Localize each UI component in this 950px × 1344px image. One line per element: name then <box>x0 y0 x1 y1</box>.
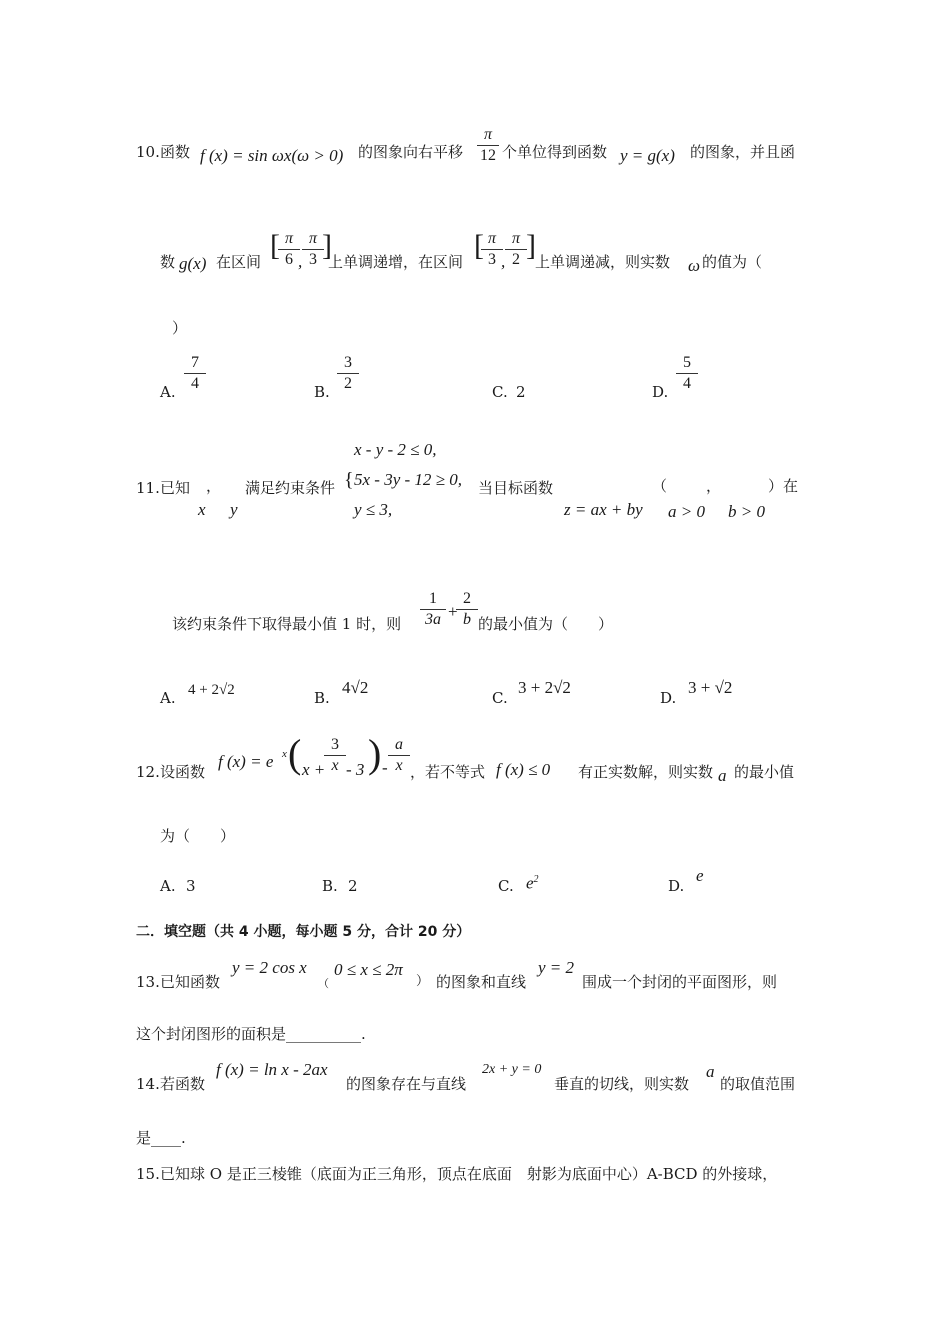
q12-option-d-label: D. <box>668 877 685 895</box>
q11-text-2: 满足约束条件 <box>245 479 336 497</box>
q10-interval2-end: $\frac{\pi}{2}$ <box>505 230 527 269</box>
q12-option-a: 3 <box>186 877 196 895</box>
q14-text-5: 是____. <box>136 1129 186 1147</box>
q12-inequality: f (x) ≤ 0 <box>496 760 551 779</box>
q12-minus-3: - 3 <box>346 760 365 779</box>
q10-text-4: 的图象，并且函 <box>690 143 796 161</box>
q11-option-b: 4√2 <box>342 678 369 697</box>
q11-a-positive: a > 0 <box>668 502 705 521</box>
q14-text-1: 若函数 <box>160 1075 206 1093</box>
q12-option-b: 2 <box>348 877 358 895</box>
q11-b-positive: b > 0 <box>728 502 765 521</box>
q11-brace: { <box>344 469 354 491</box>
q11-fraction-2: $\frac{2}{b}$ <box>456 590 478 629</box>
q10-text-7: 上单调递增，在区间 <box>328 253 464 271</box>
q11-var-x: x <box>198 500 206 519</box>
q10-bracket2-left: [ <box>474 229 484 262</box>
q11-constraint-2: 5x - 3y - 12 ≥ 0, <box>354 470 462 489</box>
q15-text: 已知球 O 是正三棱锥（底面为正三角形，顶点在底面 射影为底面中心）A-BCD 的外接球， <box>160 1165 778 1183</box>
q10-text-10: ） <box>172 319 188 337</box>
q10-comma2: , <box>501 252 506 271</box>
q12-text-2: ，若不等式 <box>410 763 486 781</box>
q10-text-6: 在区间 <box>216 253 262 271</box>
q12-text-5: 为（ ） <box>160 827 236 845</box>
q13-text-4: 这个封闭图形的面积是__________. <box>136 1025 366 1043</box>
q14-line: 2x + y = 0 <box>482 1062 542 1077</box>
q12-option-a-label: A. <box>160 877 176 895</box>
q12-exponent: x <box>282 748 287 760</box>
q13-number: 13. <box>136 973 160 991</box>
q12-fraction-ax: $\frac{a}{x}$ <box>388 736 410 775</box>
q11-number: 11. <box>136 479 160 497</box>
q12-option-d: e <box>696 866 704 885</box>
q10-option-c-label: C. <box>492 383 508 401</box>
q10-g-function: y = g(x) <box>620 146 675 165</box>
q11-fraction-1: $\frac{1}{3a}$ <box>420 590 446 629</box>
q13-text-2: 的图象和直线 <box>436 973 527 991</box>
q10-interval2-start: $\frac{\pi}{3}$ <box>481 230 503 269</box>
q10-interval1-end: $\frac{\pi}{3}$ <box>302 230 324 269</box>
q11-var-y: y <box>230 500 238 519</box>
q10-option-a: $\frac{7}{4}$ <box>184 354 206 393</box>
q10-text-2: 的图象向右平移 <box>358 143 464 161</box>
q10-text-1: 函数 <box>160 143 191 161</box>
q12-minus: - <box>382 758 388 777</box>
q15-number: 15. <box>136 1165 160 1183</box>
q12-paren-left: ( <box>288 731 302 776</box>
q10-text-3: 个单位得到函数 <box>502 143 608 161</box>
q10-comma: , <box>298 252 303 271</box>
q14-var-a: a <box>706 1062 715 1081</box>
section-2-title: 二．填空题（共 4 小题，每小题 5 分，合计 20 分） <box>136 924 471 940</box>
q12-option-b-label: B. <box>322 877 338 895</box>
q10-text-9: 的值为（ <box>702 253 763 271</box>
q13-paren-right: ） <box>416 974 430 989</box>
q14-number: 14. <box>136 1075 160 1093</box>
q10-bracket-left: [ <box>270 229 280 262</box>
q11-option-c-label: C. <box>492 689 508 707</box>
q10-option-d-label: D. <box>652 383 669 401</box>
q11-text-1: 已知 <box>160 479 191 497</box>
q11-option-a: 4 + 2√2 <box>188 682 235 698</box>
q13-text-1: 已知函数 <box>160 973 221 991</box>
q13-text-3: 围成一个封闭的平面图形，则 <box>582 973 778 991</box>
q12-number: 12. <box>136 763 160 781</box>
q14-function: f (x) = ln x - 2ax <box>216 1060 328 1079</box>
q10-option-a-label: A. <box>160 383 176 401</box>
q10-option-c: 2 <box>516 383 526 401</box>
q11-paren-left: （ <box>652 477 668 495</box>
q13-function: y = 2 cos x <box>232 958 307 977</box>
q13-range: 0 ≤ x ≤ 2π <box>334 960 403 979</box>
q14-text-2: 的图象存在与直线 <box>346 1075 467 1093</box>
q10-shift-fraction: $\frac{\pi}{12}$ <box>477 126 499 165</box>
q11-text-3: 当目标函数 <box>478 479 554 497</box>
q11-comma-2: ， <box>706 477 722 495</box>
q11-option-d-label: D. <box>660 689 677 707</box>
q11-option-c: 3 + 2√2 <box>518 678 571 697</box>
q12-option-c-label: C. <box>498 877 514 895</box>
q12-x-plus: x + <box>302 760 326 779</box>
q11-option-b-label: B. <box>314 689 330 707</box>
q14-text-4: 的取值范围 <box>720 1075 796 1093</box>
q10-option-d: $\frac{5}{4}$ <box>676 354 698 393</box>
q10-gx: g(x) <box>179 254 207 273</box>
q12-text-4: 的最小值 <box>734 763 795 781</box>
q12-f-lhs: f (x) = e <box>218 752 274 771</box>
q12-paren-right: ) <box>368 731 382 776</box>
q11-constraint-1: x - y - 2 ≤ 0, <box>354 440 437 459</box>
q11-objective: z = ax + by <box>564 500 643 519</box>
q10-bracket2-right: ] <box>526 229 536 262</box>
q12-option-c: $e^2$ <box>526 873 539 893</box>
q11-constraint-3: y ≤ 3, <box>354 500 393 519</box>
q11-text-5: 的最小值为（ ） <box>478 615 614 633</box>
q10-function: f (x) = sin ωx(ω > 0) <box>200 146 344 165</box>
q14-text-3: 垂直的切线，则实数 <box>554 1075 690 1093</box>
q10-bracket-right: ] <box>322 229 332 262</box>
q12-text-3: 有正实数解，则实数 <box>578 763 714 781</box>
q12-fraction-3x: $\frac{3}{x}$ <box>324 736 346 775</box>
q11-comma: ， <box>206 477 222 495</box>
q10-omega: ω <box>688 256 701 275</box>
q11-text-4: 该约束条件下取得最小值 1 时，则 <box>172 615 402 633</box>
q11-option-d: 3 + √2 <box>688 678 733 697</box>
q12-var-a: a <box>718 766 727 785</box>
q10-interval1-start: $\frac{\pi}{6}$ <box>278 230 300 269</box>
q10-text-8: 上单调递减，则实数 <box>535 253 671 271</box>
q10-text-5: 数 <box>160 253 176 271</box>
q11-option-a-label: A. <box>160 689 176 707</box>
q13-paren-left: （ <box>318 977 329 990</box>
q11-plus: + <box>448 602 458 621</box>
q12-text-1: 设函数 <box>160 763 206 781</box>
q10-number: 10. <box>136 143 160 161</box>
q10-option-b: $\frac{3}{2}$ <box>337 354 359 393</box>
q10-option-b-label: B. <box>314 383 330 401</box>
q11-paren-right: ）在 <box>768 477 799 495</box>
q13-line: y = 2 <box>538 958 575 977</box>
